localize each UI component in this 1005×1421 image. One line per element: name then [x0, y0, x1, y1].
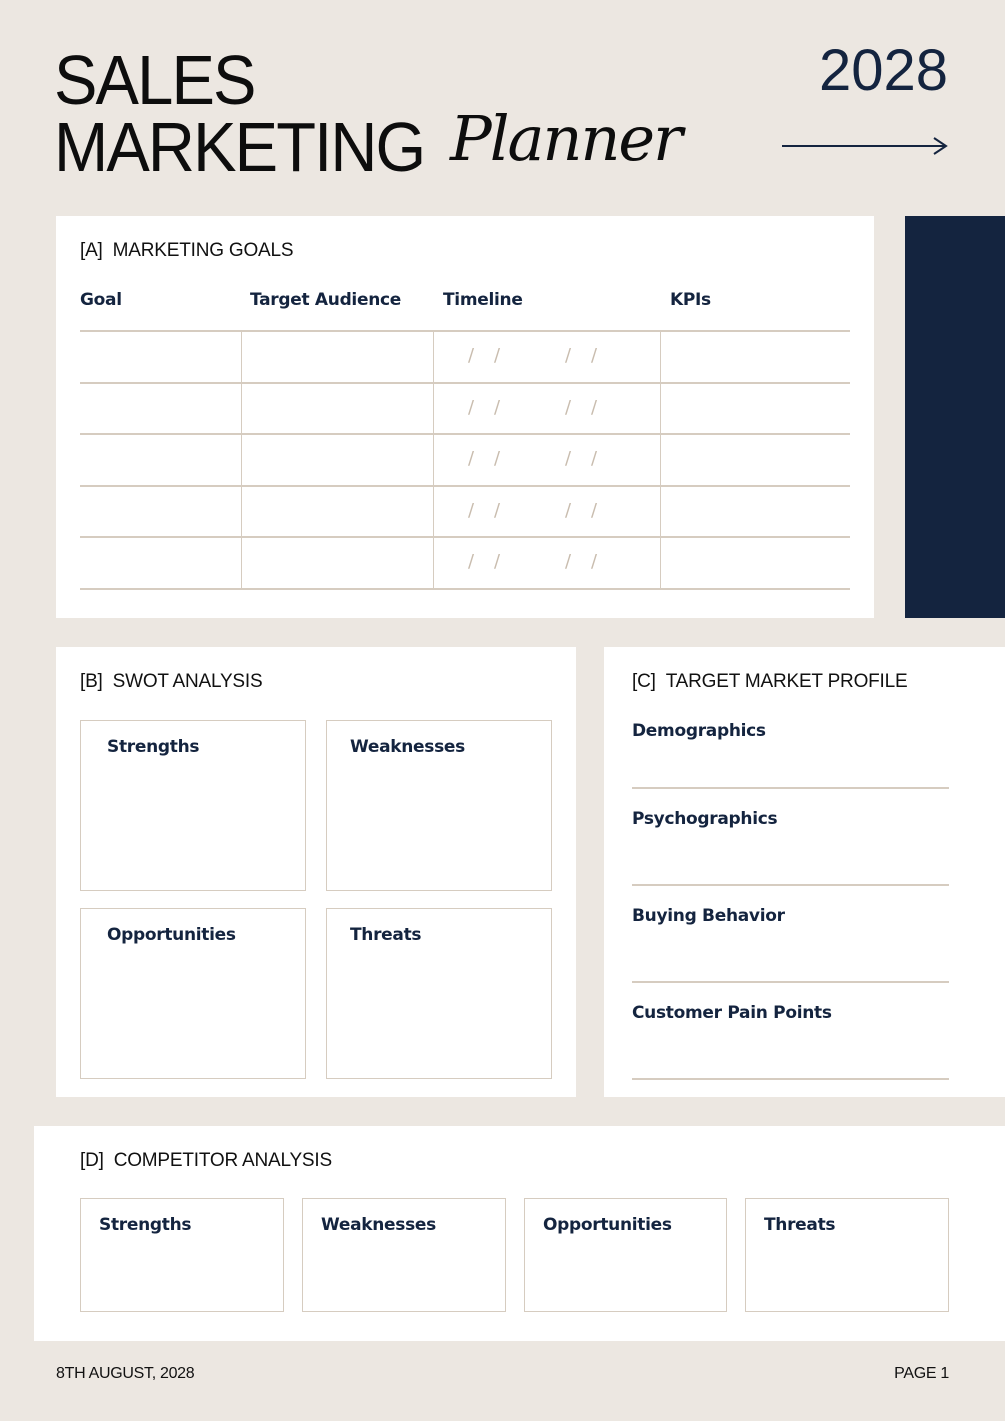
- column-header-kpis: KPIs: [670, 290, 711, 310]
- date-separator: /: [468, 499, 475, 521]
- swot-label: Strengths: [107, 737, 200, 757]
- timeline-cell[interactable]: [433, 384, 660, 434]
- swot-box-weaknesses[interactable]: [326, 720, 552, 891]
- timeline-cell[interactable]: [433, 332, 660, 382]
- date-separator: /: [591, 499, 598, 521]
- competitor-label: Opportunities: [543, 1215, 672, 1235]
- date-separator: /: [565, 345, 572, 366]
- competitor-box-opportunities[interactable]: [524, 1198, 727, 1312]
- profile-label: Buying Behavior: [632, 906, 785, 926]
- timeline-cell[interactable]: [433, 487, 660, 537]
- target-audience-cell[interactable]: [241, 332, 433, 382]
- competitor-label: Weaknesses: [321, 1215, 436, 1235]
- profile-label: Customer Pain Points: [632, 1003, 832, 1023]
- date-separator: /: [468, 551, 475, 573]
- goal-cell[interactable]: [80, 487, 241, 537]
- arrow-right-icon: [780, 135, 950, 157]
- footer-date: 8TH AUGUST, 2028: [56, 1365, 195, 1382]
- title-line-marketing: MARKETING: [54, 108, 425, 186]
- competitor-label: Strengths: [99, 1215, 192, 1235]
- footer-page-number: PAGE 1: [894, 1365, 949, 1382]
- swot-box-threats[interactable]: [326, 908, 552, 1079]
- date-separator: /: [494, 396, 501, 418]
- section-title-swot: [80, 671, 262, 693]
- title-script-planner: Planner: [450, 102, 681, 175]
- marketing-goals-panel: [56, 216, 874, 618]
- target-audience-cell[interactable]: [241, 435, 433, 485]
- section-title-text: SWOT ANALYSIS: [112, 671, 263, 692]
- target-market-profile-panel: [604, 647, 1005, 1097]
- date-separator: /: [591, 396, 598, 418]
- date-separator: /: [468, 396, 475, 418]
- goal-cell[interactable]: [80, 384, 241, 434]
- kpi-cell[interactable]: [660, 487, 850, 537]
- kpi-cell[interactable]: [660, 332, 850, 382]
- swot-box-strengths[interactable]: [80, 720, 306, 891]
- navy-accent-block: [905, 216, 1005, 618]
- timeline-cell[interactable]: [433, 435, 660, 485]
- section-tag: [D]: [80, 1150, 104, 1171]
- table-row: [80, 384, 850, 436]
- section-tag: [B]: [80, 671, 103, 692]
- section-title-marketing-goals: [80, 240, 293, 262]
- date-separator: /: [565, 448, 572, 470]
- profile-field-psychographics[interactable]: [632, 789, 949, 886]
- kpi-cell[interactable]: [660, 435, 850, 485]
- column-header-goal: Goal: [80, 290, 122, 310]
- competitor-box-strengths[interactable]: [80, 1198, 284, 1312]
- table-row: [80, 487, 850, 539]
- date-separator: /: [565, 551, 572, 573]
- section-title-text: MARKETING GOALS: [112, 240, 294, 261]
- swot-label: Opportunities: [107, 925, 236, 945]
- swot-label: Threats: [350, 925, 422, 945]
- title-line-sales: SALES: [54, 41, 255, 119]
- table-row: [80, 332, 850, 384]
- section-title-target-market: [632, 671, 907, 693]
- date-separator: /: [565, 396, 572, 418]
- column-header-timeline: Timeline: [443, 290, 523, 310]
- goal-cell[interactable]: [80, 332, 241, 382]
- profile-field-buying-behavior[interactable]: [632, 886, 949, 983]
- section-title-text: TARGET MARKET PROFILE: [665, 671, 908, 692]
- goal-cell[interactable]: [80, 538, 241, 588]
- goal-cell[interactable]: [80, 435, 241, 485]
- table-row: [80, 538, 850, 590]
- section-title-text: COMPETITOR ANALYSIS: [113, 1150, 332, 1171]
- date-separator: /: [468, 448, 475, 470]
- profile-label: Demographics: [632, 721, 766, 741]
- profile-field-customer-pain-points[interactable]: [632, 983, 949, 1080]
- column-header-target-audience: Target Audience: [250, 290, 401, 310]
- date-separator: /: [591, 345, 598, 366]
- target-audience-cell[interactable]: [241, 487, 433, 537]
- competitor-box-threats[interactable]: [745, 1198, 949, 1312]
- section-tag: [C]: [632, 671, 656, 692]
- table-row: [80, 435, 850, 487]
- date-separator: /: [494, 448, 501, 470]
- date-separator: /: [494, 345, 501, 366]
- date-separator: /: [591, 448, 598, 470]
- swot-label: Weaknesses: [350, 737, 465, 757]
- timeline-cell[interactable]: [433, 538, 660, 588]
- date-separator: /: [494, 551, 501, 573]
- section-tag: [A]: [80, 240, 103, 261]
- competitor-label: Threats: [764, 1215, 836, 1235]
- competitor-analysis-panel: [34, 1126, 1005, 1341]
- section-title-competitor: [80, 1150, 332, 1172]
- table-body: [80, 330, 850, 590]
- swot-box-opportunities[interactable]: [80, 908, 306, 1079]
- date-separator: /: [494, 499, 501, 521]
- year-label: 2028: [818, 38, 948, 103]
- profile-field-demographics[interactable]: [632, 717, 949, 789]
- competitor-box-weaknesses[interactable]: [302, 1198, 506, 1312]
- date-separator: /: [468, 345, 475, 366]
- swot-analysis-panel: [56, 647, 576, 1097]
- date-separator: /: [565, 499, 572, 521]
- date-separator: /: [591, 551, 598, 573]
- target-audience-cell[interactable]: [241, 384, 433, 434]
- kpi-cell[interactable]: [660, 384, 850, 434]
- kpi-cell[interactable]: [660, 538, 850, 588]
- profile-label: Psychographics: [632, 809, 778, 829]
- target-audience-cell[interactable]: [241, 538, 433, 588]
